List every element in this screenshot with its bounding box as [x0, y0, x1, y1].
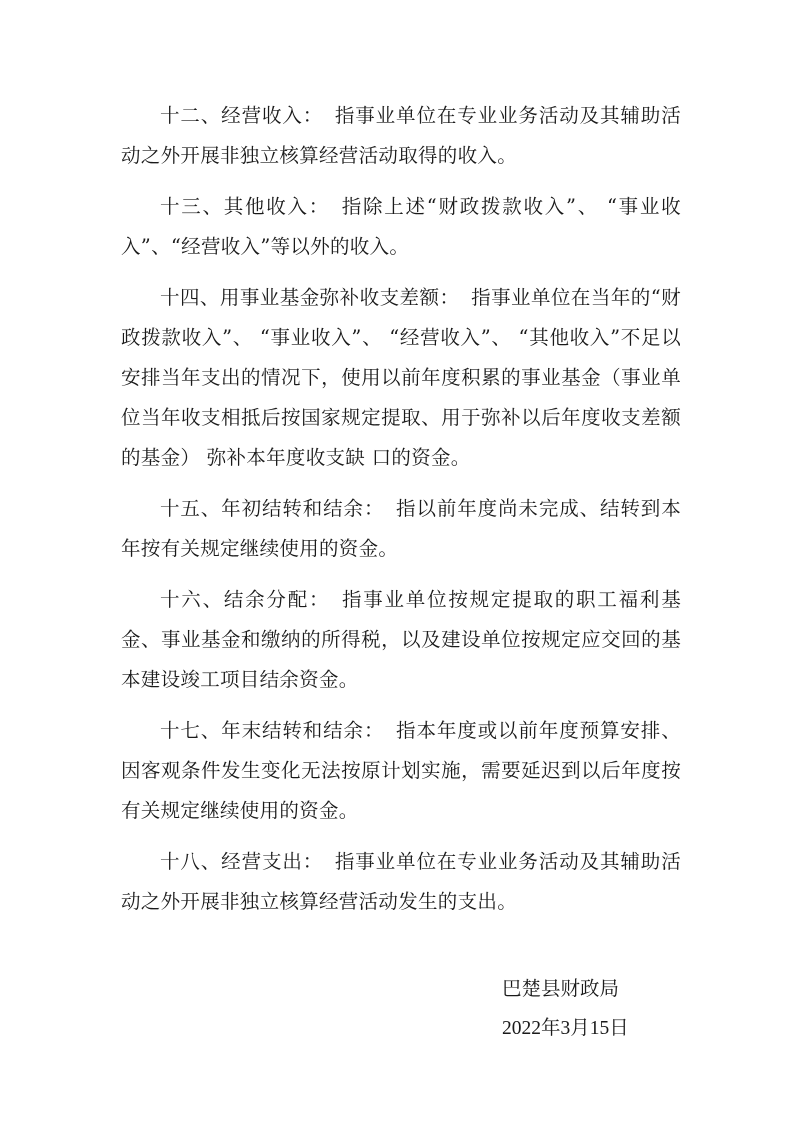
term-label: 十五、年初结转和结余：: [160, 497, 385, 520]
signature-date: 2022年3月15日: [502, 1018, 629, 1039]
term-definition: 指事业单位在专业业务活动及其辅助活动之外开展非独立核算经营活动发生的支出。: [121, 850, 681, 913]
term-definition: 指事业单位在当年的“财政拨款收入”、 “事业收入”、 “经营收入”、 “其他收入”不足以安排当年支出的情况下，使用以前年度积累的事业基金（事业单位当年收支相抵后按国家规定提取、用于弥补以后年度收支差额的基金） 弥补本年度收支缺 口的资金。: [121, 286, 681, 469]
term-label: 十二、经营收入：: [160, 104, 324, 127]
paragraph-opening-balance: [121, 489, 681, 569]
paragraph-closing-balance: [121, 711, 681, 831]
term-label: 十六、结余分配：: [160, 588, 331, 611]
paragraph-surplus-distribution: [121, 580, 681, 700]
paragraph-operating-expense: [121, 842, 681, 922]
paragraph-fund-offset: [121, 278, 681, 478]
term-label: 十七、年末结转和结余：: [160, 719, 385, 742]
term-label: 十三、其他收入：: [160, 195, 331, 218]
document-body: [121, 96, 681, 933]
paragraph-operating-income: [121, 96, 681, 176]
term-definition: 指除上述“财政拨款收入”、 “事业收入”、“经营收入”等以外的收入。: [121, 195, 681, 258]
signature-organization: 巴楚县财政局: [502, 977, 620, 1000]
term-definition: 指事业单位在专业业务活动及其辅助活动之外开展非独立核算经营活动取得的收入。: [121, 104, 681, 167]
term-definition: 指以前年度尚未完成、结转到本年按有关规定继续使用的资金。: [121, 497, 681, 560]
term-definition: 指本年度或以前年度预算安排、因客观条件发生变化无法按原计划实施，需要延迟到以后年度按有关规定继续使用的资金。: [121, 719, 681, 822]
term-label: 十八、经营支出：: [160, 850, 324, 873]
term-definition: 指事业单位按规定提取的职工福利基金、事业基金和缴纳的所得税，以及建设单位按规定应交回的基本建设竣工项目结余资金。: [121, 588, 681, 691]
paragraph-other-income: [121, 187, 681, 267]
term-label: 十四、用事业基金弥补收支差额：: [160, 286, 460, 309]
